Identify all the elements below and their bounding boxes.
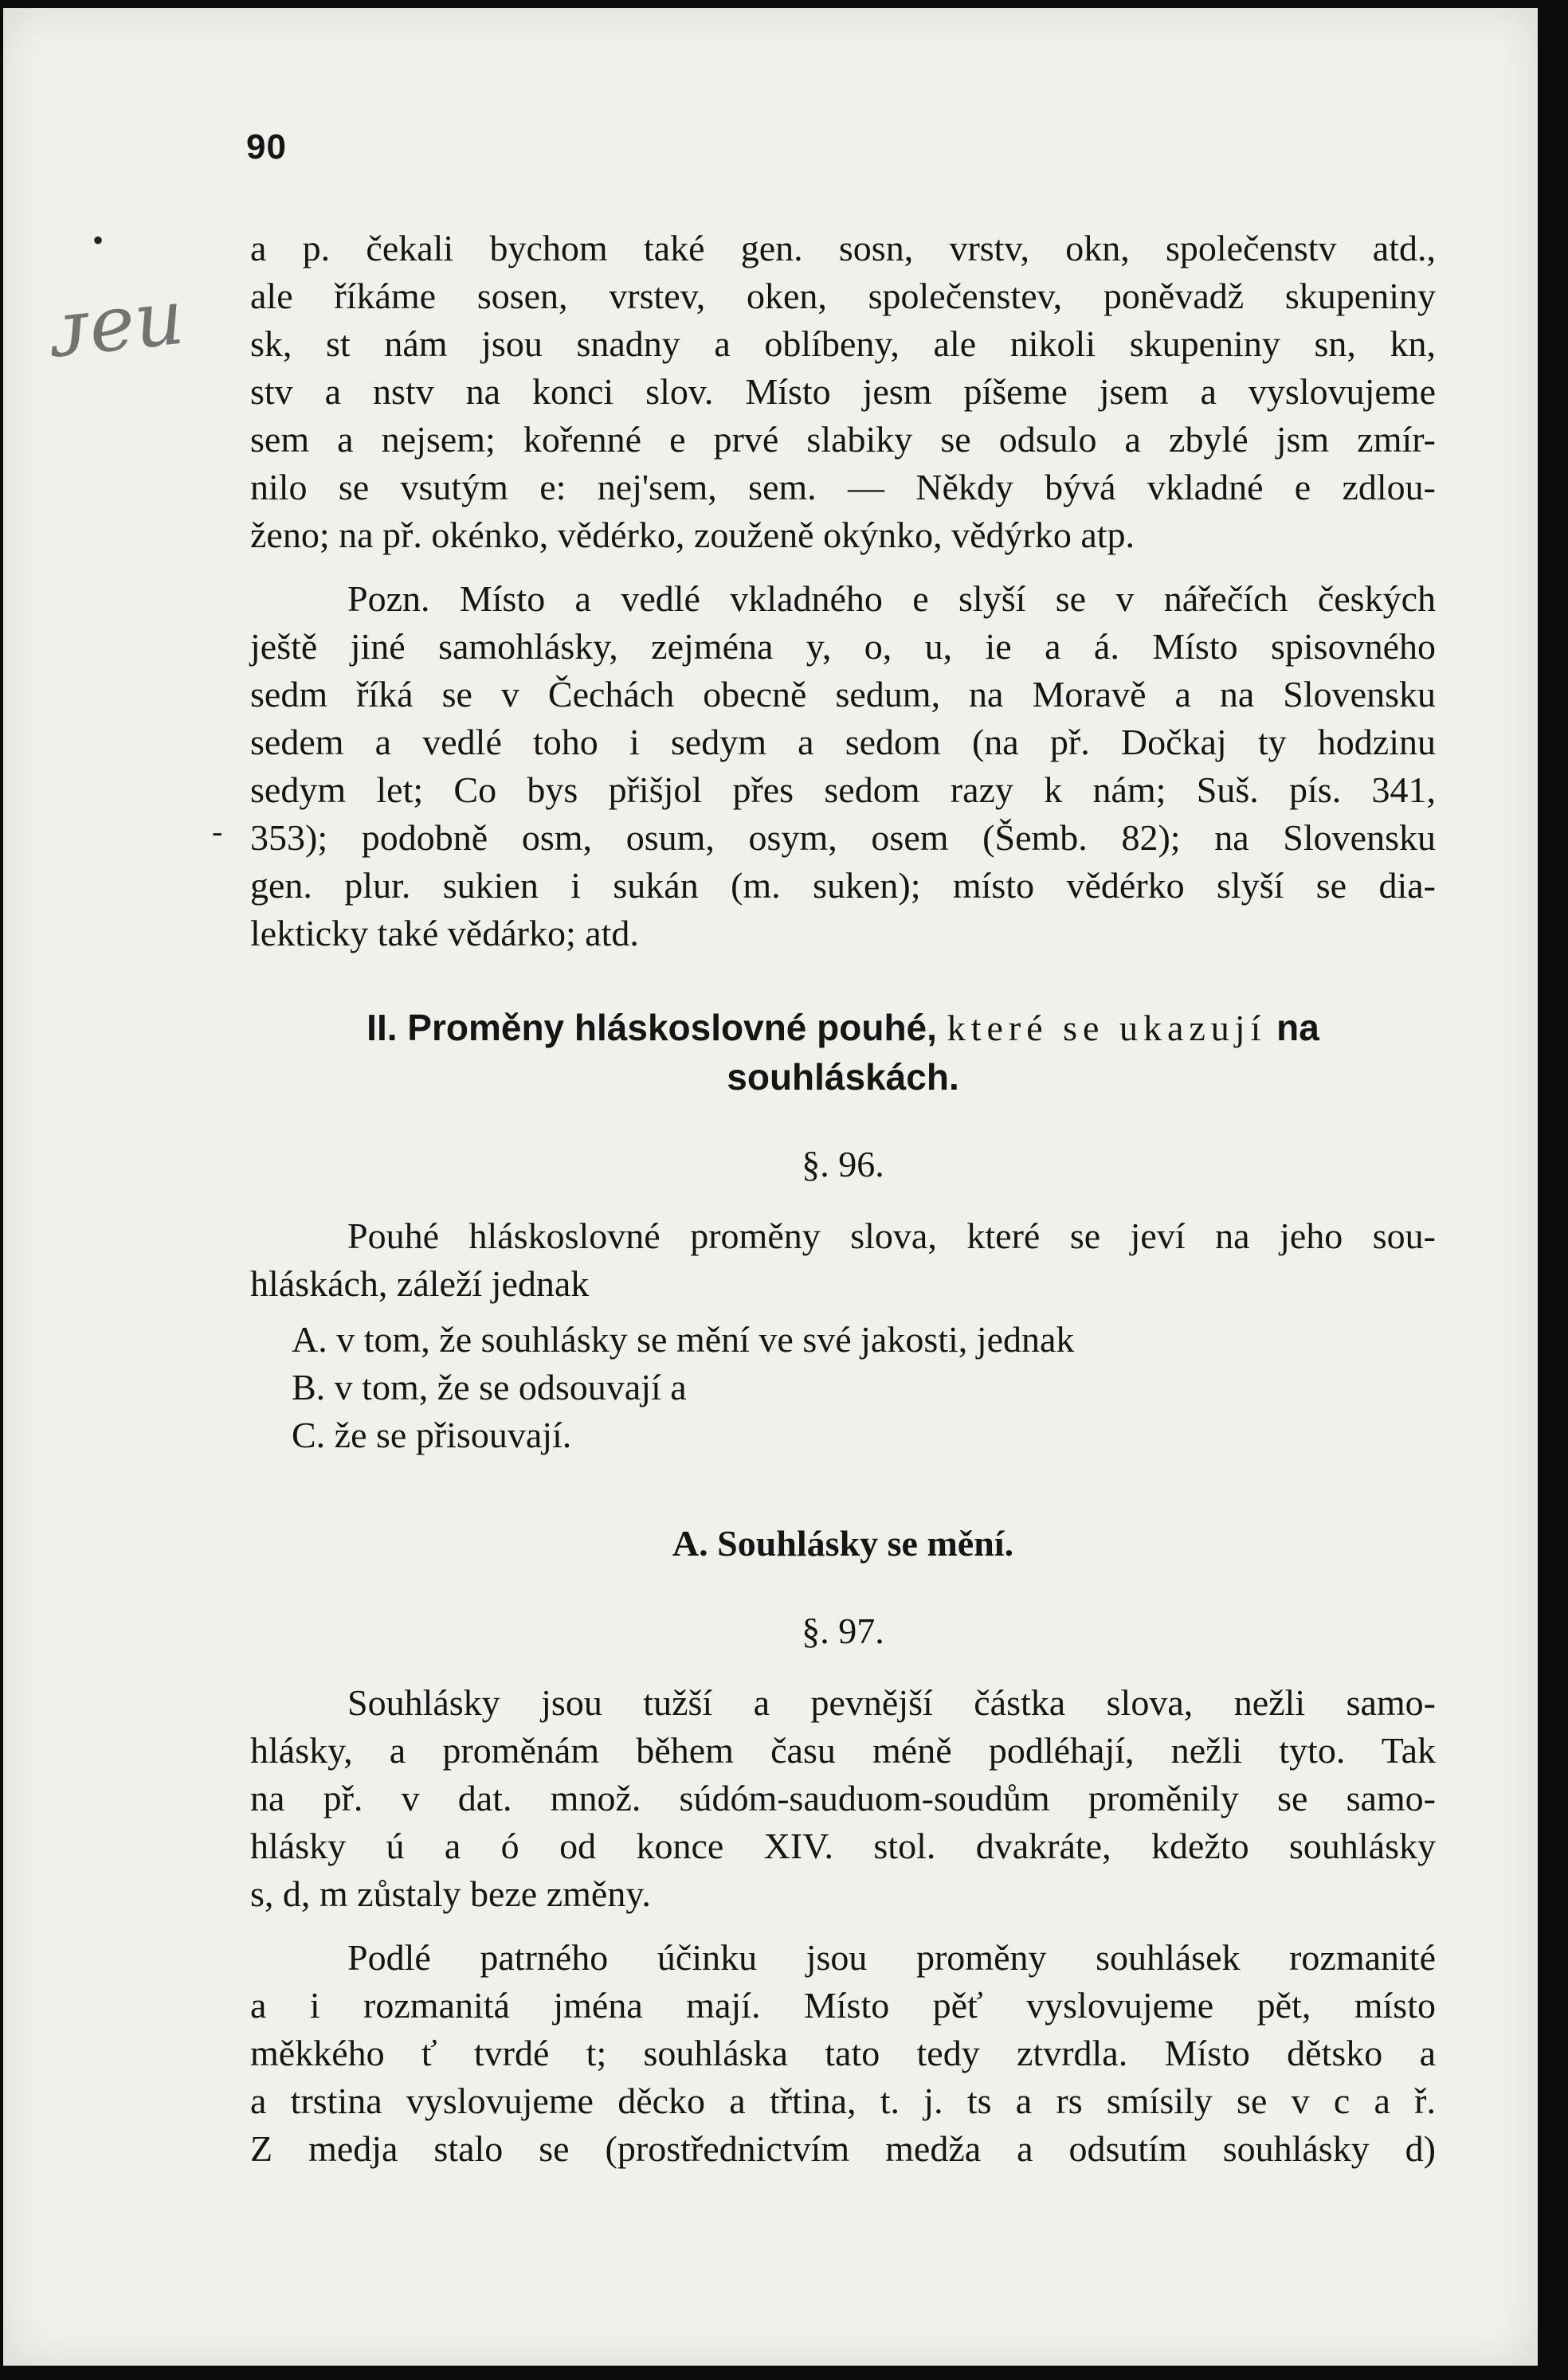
- paragraph1-line: sk, st nám jsou snadny a oblíbeny, ale nikoli skupeniny sn, kn,: [250, 323, 1436, 364]
- paragraph96-line: hláskách, záleží jednak: [250, 1263, 590, 1304]
- chapter-heading-line2: souhláskách.: [727, 1056, 959, 1098]
- paragraph97b-line: Podlé patrného účinku jsou proměny souhlásek rozmanité: [347, 1937, 1436, 1978]
- paragraph1-line: ženo; na př. okénko, vědérko, zouženě okýnko, vědýrko atp.: [250, 515, 1135, 555]
- paragraph1-line: nilo se vsutým e: nej'sem, sem. — Někdy bývá vkladné e zdlou-: [250, 467, 1436, 507]
- chapter-heading: [250, 1004, 1436, 1052]
- note-line: sedym let; Co bys přišjol přes sedom razy k nám; Suš. pís. 341,: [250, 769, 1436, 810]
- section-number: §. 97.: [802, 1611, 884, 1651]
- note-line: gen. plur. sukien i sukán (m. suken); místo vědérko slyší se dia-: [250, 865, 1436, 906]
- paragraph1-line: stv a nstv na konci slov. Místo jesm píšeme jsem a vyslovujeme: [250, 371, 1436, 412]
- paragraph97-line: s, d, m zůstaly beze změny.: [250, 1873, 651, 1914]
- note-line: sedm říká se v Čechách obecně sedum, na Moravě a na Slovensku: [250, 674, 1436, 714]
- margin-dot: •: [92, 222, 104, 258]
- heading-bold: II. Proměny hláskoslovné pouhé,: [367, 1007, 937, 1048]
- page-number: 90: [246, 127, 287, 166]
- paragraph97-line: na př. v dat. množ. súdóm-sauduom-soudům proměnily se samo-: [250, 1778, 1436, 1818]
- list-item: C. že se přisouvají.: [292, 1415, 572, 1455]
- margin-dot: -: [212, 813, 223, 849]
- handwritten-marginalia: ᴊeu: [46, 272, 188, 375]
- list-item: A. v tom, že souhlásky se mění ve své jakosti, jednak: [292, 1319, 1075, 1360]
- heading-bold: na: [1276, 1007, 1319, 1048]
- book-page: [3, 8, 1538, 2366]
- heading-spaced: které se ukazují: [947, 1008, 1267, 1048]
- note-line: sedem a vedlé toho i sedym a sedom (na př. Dočkaj ty hodzinu: [250, 722, 1436, 762]
- paragraph97-line: hlásky ú a ó od konce XIV. stol. dvakráte, kdežto souhlásky: [250, 1826, 1436, 1866]
- paragraph96-line: Pouhé hláskoslovné proměny slova, které se jeví na jeho sou-: [347, 1215, 1436, 1256]
- note-line: ještě jiné samohlásky, zejména y, o, u, ie a á. Místo spisovného: [250, 626, 1436, 667]
- paragraph1-line: a p. čekali bychom také gen. sosn, vrstv, okn, společenstv atd.,: [250, 228, 1436, 268]
- note-line: Pozn. Místo a vedlé vkladného e slyší se v nářečích českých: [347, 578, 1436, 619]
- note-line: lekticky také vědárko; atd.: [250, 913, 639, 953]
- subheading: A. Souhlásky se mění.: [672, 1523, 1014, 1564]
- paragraph1-line: ale říkáme sosen, vrstev, oken, společenstev, poněvadž skupeniny: [250, 276, 1436, 316]
- section-number: §. 96.: [802, 1144, 884, 1184]
- paragraph97b-line: měkkého ť tvrdé t; souhláska tato tedy ztvrdla. Místo dětsko a: [250, 2033, 1436, 2073]
- note-line: 353); podobně osm, osum, osym, osem (Šemb. 82); na Slovensku: [250, 817, 1436, 858]
- paragraph97b-line: a i rozmanitá jména mají. Místo pěť vyslovujeme pět, místo: [250, 1985, 1436, 2026]
- paragraph97-line: Souhlásky jsou tužší a pevnější částka slova, nežli samo-: [347, 1682, 1436, 1723]
- list-item: B. v tom, že se odsouvají a: [292, 1367, 687, 1407]
- paragraph97b-line: a trstina vyslovujeme děcko a třtina, t. j. ts a rs smísily se v c a ř.: [250, 2081, 1436, 2121]
- paragraph97-line: hlásky, a proměnám během času méně podléhají, nežli tyto. Tak: [250, 1730, 1436, 1771]
- paragraph1-line: sem a nejsem; kořenné e prvé slabiky se odsulo a zbylé jsm zmír-: [250, 419, 1436, 460]
- paragraph97b-line: Z medja stalo se (prostřednictvím medža a odsutím souhlásky d): [250, 2128, 1436, 2169]
